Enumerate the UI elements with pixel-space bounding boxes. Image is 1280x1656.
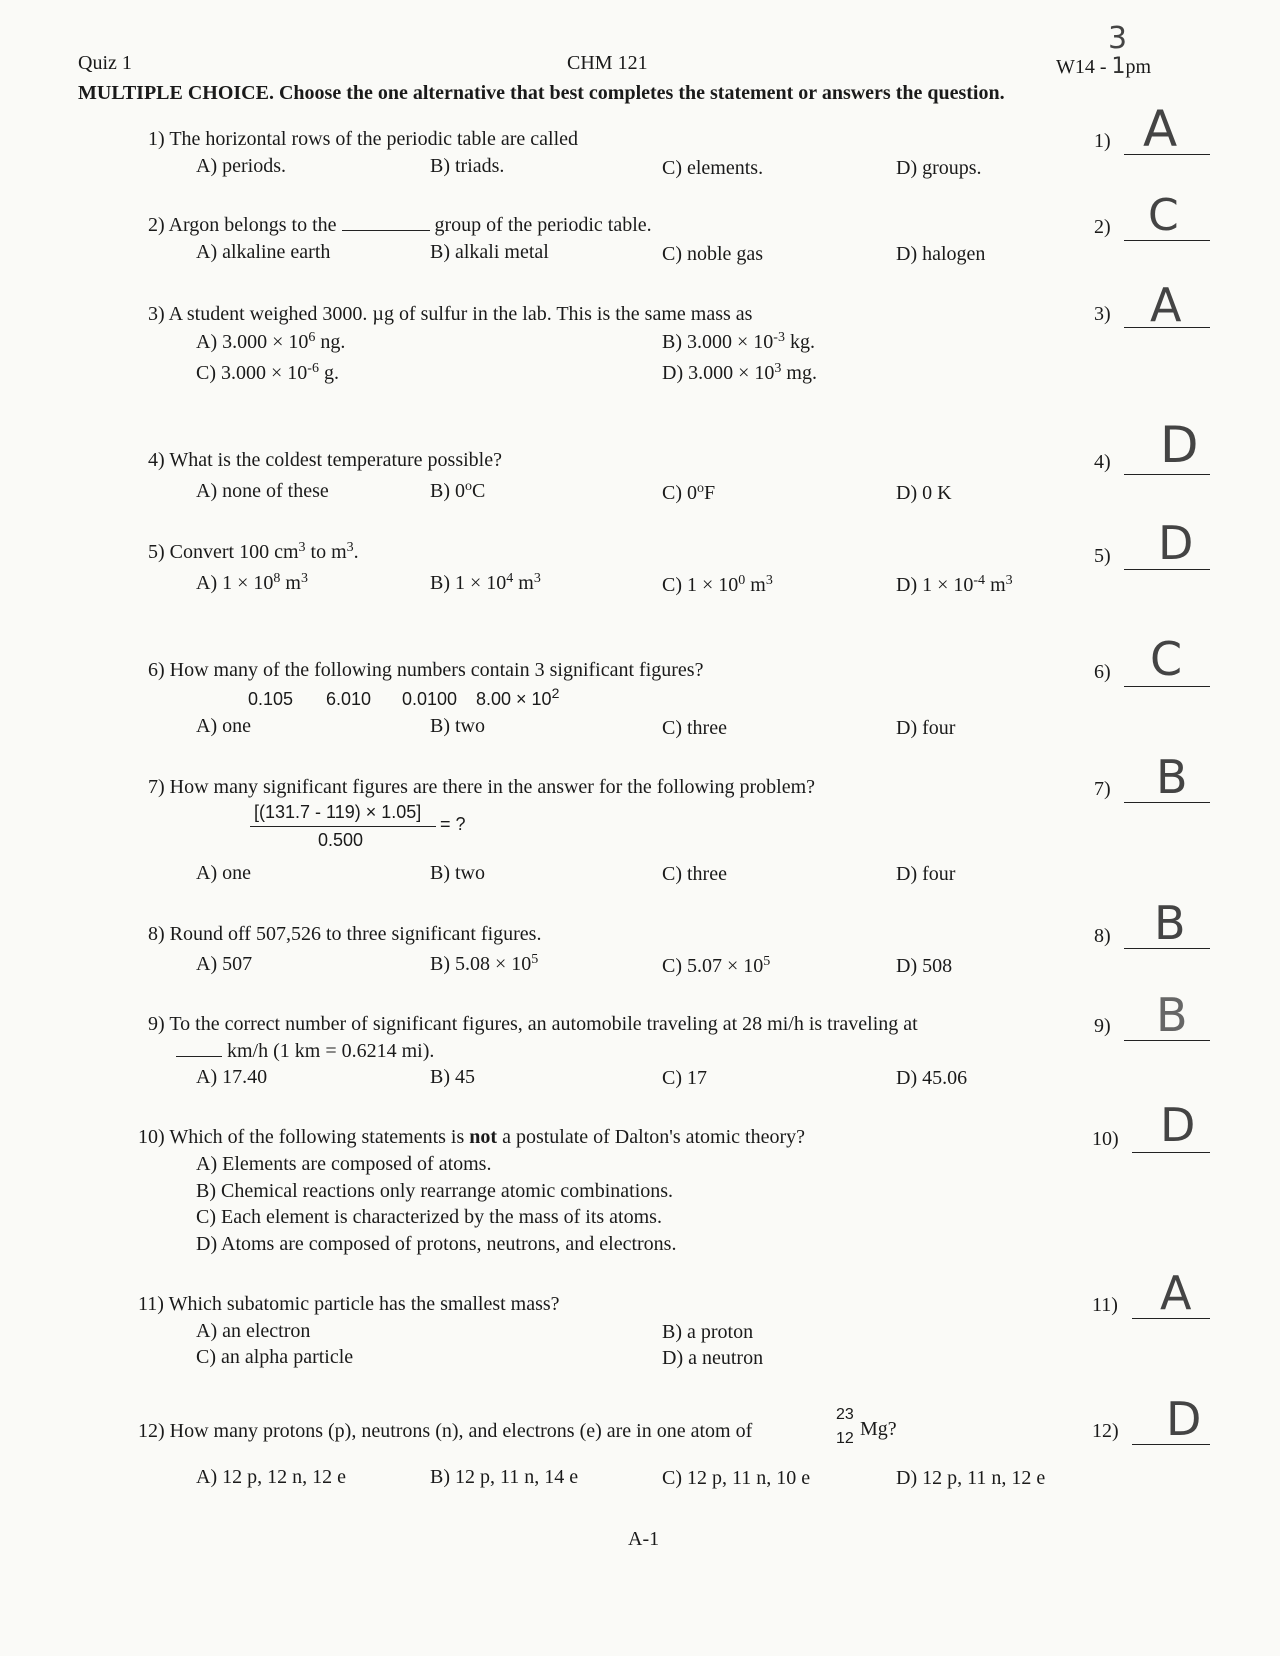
handwritten-answer-5: D (1158, 516, 1194, 570)
question-4-stem: 4) What is the coldest temperature possible? (148, 449, 502, 471)
instructions: MULTIPLE CHOICE. Choose the one alternative that best completes the statement or answers the question. (78, 82, 1005, 104)
answer-label-1: 1) (1094, 130, 1111, 152)
question-3-option-c: C) $3.000 \times 10^{-6}$ g. (196, 361, 339, 384)
question-3-option-b: B) $3.000 \times 10^{-3}$ kg. (662, 330, 815, 353)
question-9-stem: 9) To the correct number of significant figures, an automobile traveling at 28 mi/h is traveling at (148, 1013, 918, 1035)
section-label: W14 - 1pm (1056, 54, 1152, 79)
handwritten-answer-2: C (1148, 190, 1179, 241)
answer-label-4: 4) (1094, 451, 1111, 473)
question-5-option-c: C) $1 \times 10^0$ $m^3$ (662, 573, 773, 596)
question-11-option-a: A) an electron (196, 1320, 311, 1342)
question-12-option-b: B) 12 p, 11 n, 14 e (430, 1466, 579, 1488)
question-7-option-c: C) three (662, 863, 727, 885)
question-11-option-d: D) a neutron (662, 1347, 764, 1369)
question-3-stem: 3) A student weighed 3000. µg of sulfur in the lab. This is the same mass as (148, 303, 753, 325)
question-9-option-a: A) 17.40 (196, 1066, 268, 1088)
question-2-blank (342, 230, 430, 231)
handwritten-answer-1: A (1143, 100, 1178, 158)
handwritten-answer-9: B (1156, 988, 1188, 1042)
question-7-equals: = ? (440, 814, 466, 834)
answer-label-9: 9) (1094, 1015, 1111, 1037)
question-8-stem: 8) Round off 507,526 to three significant figures. (148, 923, 542, 945)
quiz-title: Quiz 1 (78, 52, 132, 74)
question-6-option-d: D) four (896, 717, 956, 739)
handwritten-answer-6: C (1150, 632, 1183, 686)
question-11-option-c: C) an alpha particle (196, 1346, 354, 1368)
answer-label-11: 11) (1092, 1294, 1118, 1316)
answer-line-10 (1132, 1152, 1210, 1153)
answer-label-8: 8) (1094, 925, 1111, 947)
question-6-option-c: C) three (662, 717, 727, 739)
question-12-option-c: C) 12 p, 11 n, 10 e (662, 1467, 811, 1489)
question-1-stem: 1) The horizontal rows of the periodic table are called (148, 128, 579, 150)
question-5-option-a: A) $1 \times 10^8$ $m^3$ (196, 571, 308, 594)
question-4-option-c: C) 0$^o$F (662, 481, 716, 504)
answer-label-10: 10) (1092, 1128, 1119, 1150)
question-7-numerator: [(131.7 - 119) × 1.05] (254, 802, 422, 822)
question-3-option-d: D) $3.000 \times 10^3$ mg. (662, 361, 817, 384)
handwritten-score: 3 (1108, 21, 1128, 56)
answer-label-7: 7) (1094, 778, 1111, 800)
question-9-option-b: B) 45 (430, 1066, 475, 1088)
question-12-stem: 12) How many protons (p), neutrons (n), and electrons (e) are in one atom of (138, 1420, 753, 1442)
question-10-stem: 10) Which of the following statements is not a postulate of Dalton's atomic theory? (138, 1126, 806, 1148)
question-1-option-b: B) triads. (430, 155, 505, 177)
question-6-number-1: 0.105 (248, 689, 294, 709)
question-5-option-b: B) $1 \times 10^4$ $m^3$ (430, 571, 541, 594)
handwritten-answer-7: B (1156, 750, 1188, 804)
question-1-option-c: C) elements. (662, 157, 764, 179)
question-10-option-c: C) Each element is characterized by the mass of its atoms. (196, 1206, 662, 1228)
question-5-option-d: D) $1 \times 10^{-4}$ $m^3$ (896, 573, 1013, 596)
question-9-option-d: D) 45.06 (896, 1067, 968, 1089)
question-2-stem: 2) Argon belongs to the group of the periodic table. (148, 214, 652, 236)
question-12-option-d: D) 12 p, 11 n, 12 e (896, 1467, 1046, 1489)
question-11-stem: 11) Which subatomic particle has the smallest mass? (138, 1293, 560, 1315)
question-6-number-4: $8.00 \times 10^2$ (476, 685, 560, 709)
question-7-option-d: D) four (896, 863, 956, 885)
question-4-option-d: D) 0 K (896, 482, 952, 504)
question-2-option-b: B) alkali metal (430, 241, 549, 263)
question-8-option-c: C) $5.07 \times 10^5$ (662, 954, 771, 977)
question-12-mass-number: 23 (836, 1406, 854, 1423)
handwritten-answer-8: B (1154, 896, 1186, 950)
question-8-option-b: B) $5.08 \times 10^5$ (430, 952, 539, 975)
question-5-stem: 5) Convert 100 $cm^3$ to $m^3$. (148, 540, 359, 563)
question-4-option-b: B) 0$^o$C (430, 479, 486, 502)
handwritten-answer-11: A (1160, 1266, 1192, 1320)
question-7-fraction-bar (250, 826, 436, 827)
question-1-option-d: D) groups. (896, 157, 982, 179)
question-11-option-b: B) a proton (662, 1321, 754, 1343)
handwritten-answer-3: A (1150, 278, 1182, 332)
question-6-option-b: B) two (430, 715, 485, 737)
question-10-option-d: D) Atoms are composed of protons, neutrons, and electrons. (196, 1233, 677, 1255)
page-number: A-1 (628, 1528, 660, 1550)
question-6-stem: 6) How many of the following numbers contain 3 significant figures? (148, 659, 704, 681)
question-8-option-d: D) 508 (896, 955, 953, 977)
question-2-option-d: D) halogen (896, 243, 986, 265)
question-9-blank (176, 1056, 222, 1057)
question-12-atomic-number: 12 (836, 1430, 854, 1447)
answer-label-6: 6) (1094, 661, 1111, 683)
answer-label-12: 12) (1092, 1420, 1119, 1442)
question-6-option-a: A) one (196, 715, 251, 737)
handwritten-time: 1 (1111, 54, 1126, 79)
question-7-option-b: B) two (430, 862, 485, 884)
question-7-denominator: 0.500 (318, 830, 364, 850)
question-8-option-a: A) 507 (196, 953, 253, 975)
answer-line-6 (1124, 686, 1210, 687)
question-10-option-b: B) Chemical reactions only rearrange atomic combinations. (196, 1180, 674, 1202)
question-12-isotope-symbol: Mg? (860, 1418, 897, 1440)
answer-label-2: 2) (1094, 216, 1111, 238)
answer-label-5: 5) (1094, 545, 1111, 567)
question-7-stem: 7) How many significant figures are there in the answer for the following problem? (148, 776, 816, 798)
question-6-number-3: 0.0100 (402, 689, 458, 709)
handwritten-answer-12: D (1166, 1392, 1202, 1446)
question-7-option-a: A) one (196, 862, 251, 884)
question-2-option-c: C) noble gas (662, 243, 764, 265)
handwritten-answer-4: D (1160, 416, 1199, 474)
question-2-option-a: A) alkaline earth (196, 241, 331, 263)
handwritten-answer-10: D (1160, 1098, 1196, 1152)
question-12-option-a: A) 12 p, 12 n, 12 e (196, 1466, 346, 1488)
question-10-option-a: A) Elements are composed of atoms. (196, 1153, 492, 1175)
answer-line-4 (1124, 474, 1210, 475)
question-9-option-c: C) 17 (662, 1067, 707, 1089)
answer-label-3: 3) (1094, 303, 1111, 325)
question-1-option-a: A) periods. (196, 155, 286, 177)
question-3-option-a: A) $3.000 \times 10^6$ ng. (196, 330, 346, 353)
question-9-stem-line2: km/h (1 km = 0.6214 mi). (176, 1040, 434, 1063)
question-4-option-a: A) none of these (196, 480, 329, 502)
question-6-number-2: 6.010 (326, 689, 372, 709)
course-code: CHM 121 (567, 52, 648, 74)
